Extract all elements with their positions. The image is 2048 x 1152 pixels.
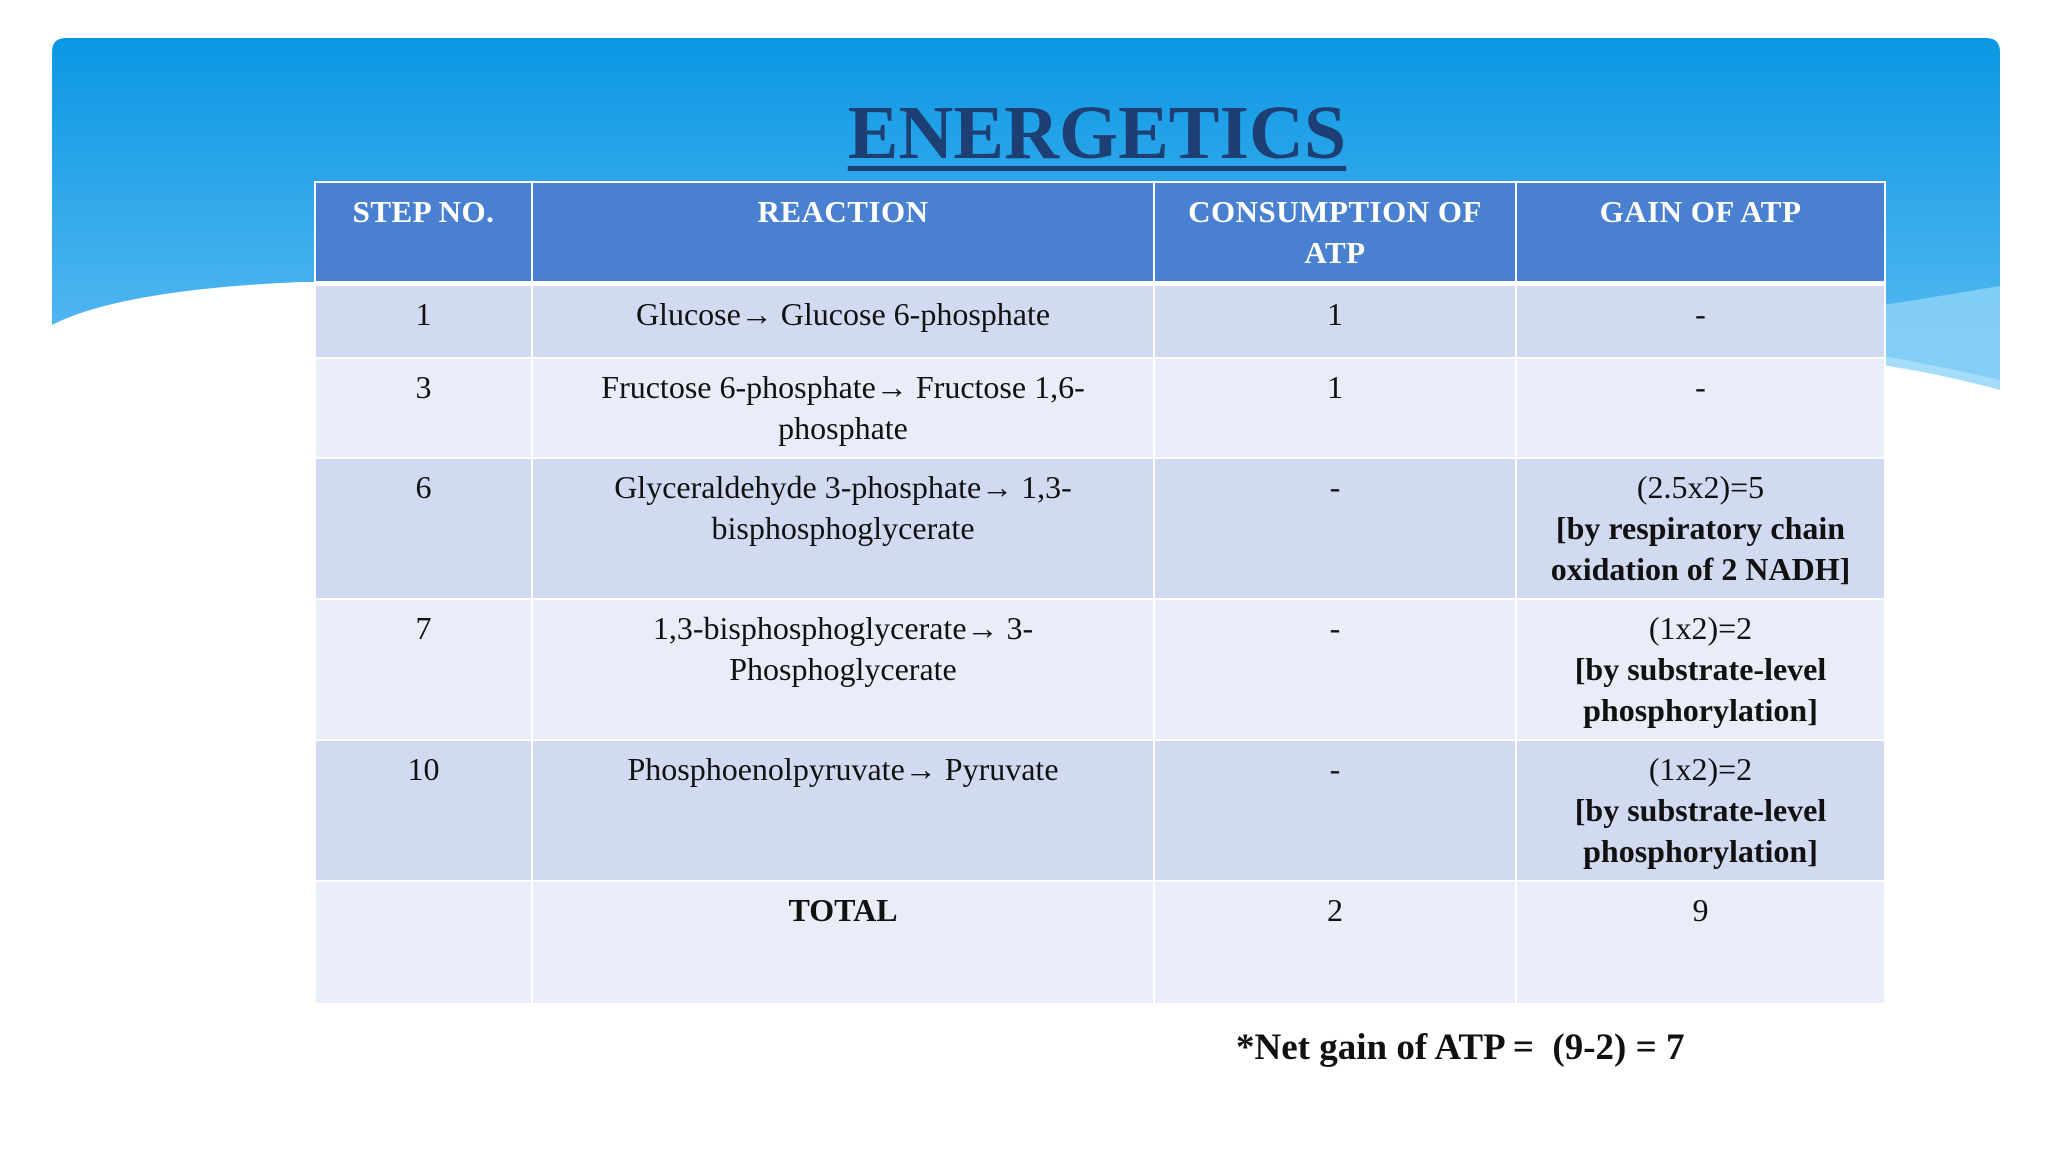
gain-value: - (1695, 368, 1706, 405)
reaction-cell: Phosphoenolpyruvate→ Pyruvate (532, 740, 1154, 881)
header-consumption: CONSUMPTION OF ATP (1154, 182, 1516, 284)
consumption-cell: - (1154, 740, 1516, 881)
step-cell: 1 (315, 284, 532, 358)
gain-note: [by substrate-level phosphorylation] (1574, 791, 1827, 869)
net-gain-note: *Net gain of ATP = (9-2) = 7 (1236, 1027, 1685, 1068)
reaction-cell: Fructose 6-phosphate→ Fructose 1,6-phosphate (532, 358, 1154, 458)
gain-cell (1516, 358, 1885, 458)
gain-note: [by substrate-level phosphorylation] (1574, 650, 1827, 728)
table-row (315, 284, 1885, 358)
consumption-cell: 1 (1154, 358, 1516, 458)
header-reaction: REACTION (532, 182, 1154, 284)
header-gain: GAIN OF ATP (1516, 182, 1885, 284)
consumption-cell: - (1154, 599, 1516, 740)
total-row (315, 881, 1885, 1004)
gain-cell (1516, 458, 1885, 599)
total-step-cell (315, 881, 532, 1004)
gain-value: - (1695, 296, 1706, 332)
step-cell: 6 (315, 458, 532, 599)
gain-cell (1516, 599, 1885, 740)
total-gain: 9 (1516, 881, 1885, 1004)
gain-value: (2.5x2)=5 (1636, 468, 1765, 505)
table-row (315, 740, 1885, 881)
table-row (315, 358, 1885, 458)
reaction-cell: Glucose→ Glucose 6-phosphate (532, 284, 1154, 358)
slide-title: ENERGETICS (847, 91, 1347, 175)
gain-value: (1x2)=2 (1648, 609, 1753, 646)
consumption-cell: 1 (1154, 284, 1516, 358)
reaction-cell: Glyceraldehyde 3-phosphate→ 1,3-bisphosphoglycerate (532, 458, 1154, 599)
step-cell: 10 (315, 740, 532, 881)
step-cell: 3 (315, 358, 532, 458)
header-row (315, 182, 1885, 284)
gain-cell (1516, 284, 1885, 358)
table-row (315, 458, 1885, 599)
table-row (315, 599, 1885, 740)
consumption-cell: - (1154, 458, 1516, 599)
step-cell: 7 (315, 599, 532, 740)
header-step: STEP NO. (315, 182, 532, 284)
gain-value: (1x2)=2 (1648, 750, 1753, 787)
total-consumption: 2 (1154, 881, 1516, 1004)
gain-note: [by respiratory chain oxidation of 2 NADH] (1550, 509, 1851, 587)
reaction-cell: 1,3-bisphosphoglycerate→ 3-Phosphoglycerate (532, 599, 1154, 740)
total-label: TOTAL (532, 881, 1154, 1004)
energetics-table (314, 181, 1886, 1005)
gain-cell (1516, 740, 1885, 881)
